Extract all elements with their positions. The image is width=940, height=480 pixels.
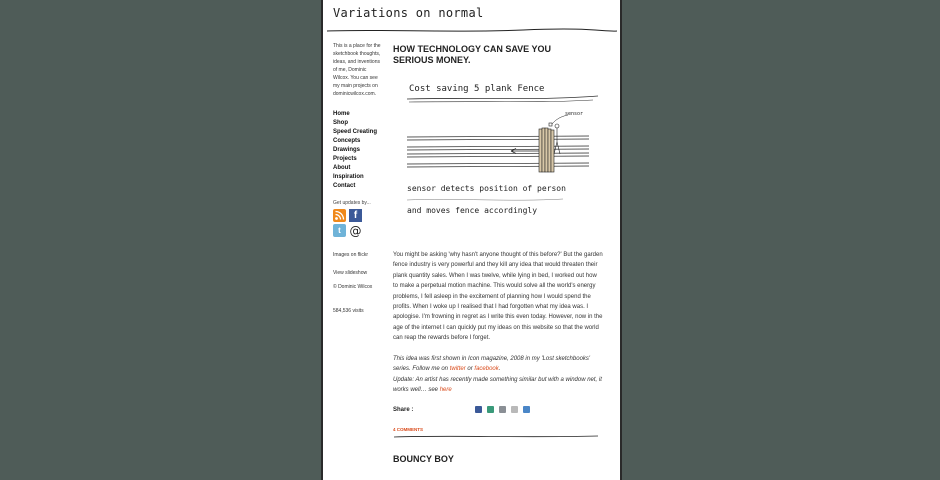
nav-contact[interactable]: Contact [333, 183, 356, 189]
sketch-heading: Cost saving 5 plank Fence [409, 84, 545, 94]
post-body: You might be asking 'why hasn't anyone thought of this before?' But the garden fence industry is very powerful and they kill any idea that would threaten their plank quantity sales. When I was twelve, while lying in bed, I worked out how to make a perpetual motion machine. This would solve all the world's energy problems, I fell asleep in the excitement of planning how I would spend the profits. When I woke up I realised that I had forgotten what my idea was. I apologise. I'm frowning in regret as I write this even today. However, now in the age of the internet I can quickly put my ideas on this website so that the world can reap the rewards before I forget. [393, 252, 603, 342]
sidebar-nav [333, 110, 381, 191]
twitter-icon[interactable]: t [333, 224, 346, 237]
nav-home[interactable]: Home [333, 111, 350, 117]
share-reddit-icon[interactable] [511, 406, 518, 413]
sketch-caption-line2: and moves fence accordingly [407, 206, 538, 215]
note-text: This idea was first shown in Icon magazine, 2008 in my 'Lost sketchbooks' series. Follow me on [393, 356, 591, 373]
post-note [393, 354, 603, 396]
social-row-1 [333, 209, 381, 222]
update-text: Update: An artist has recently made something similar but with a window net, it works well… see [393, 376, 602, 394]
here-link[interactable]: here [439, 387, 452, 394]
flickr-images-link[interactable]: Images on flickr [333, 252, 369, 258]
share-row [393, 406, 603, 413]
nav-drawings[interactable]: Drawings [333, 147, 361, 153]
updates-label: Get updates by... [333, 200, 371, 206]
visit-counter: 584,536 visits [333, 308, 364, 314]
share-email-icon[interactable] [523, 406, 530, 413]
post [393, 44, 608, 464]
email-at-icon[interactable]: @ [349, 223, 362, 238]
rss-icon[interactable] [333, 209, 346, 222]
facebook-icon[interactable]: f [349, 209, 362, 222]
page [321, 0, 622, 480]
blog-title[interactable]: Variations on normal [333, 6, 484, 20]
fence-drawing [393, 82, 603, 224]
title-underline [323, 28, 620, 34]
comments-underline [393, 434, 603, 439]
fence-sketch [393, 82, 603, 224]
share-icons [475, 406, 530, 413]
nav-inspiration[interactable]: Inspiration [333, 174, 364, 180]
nav-concepts[interactable]: Concepts [333, 138, 361, 144]
sidebar-intro: This is a place for the sketchbook thoughts, ideas, and inventions of me, Dominic Wilcox. You can see my main projects on dominicwilcox.com. [333, 43, 381, 97]
nav-about[interactable]: About [333, 165, 351, 171]
note-end: . [498, 366, 501, 373]
nav-shop[interactable]: Shop [333, 120, 348, 126]
share-facebook-icon[interactable] [475, 406, 482, 413]
share-stumble-icon[interactable] [487, 406, 494, 413]
sensor-label: sensor [565, 111, 584, 117]
note-or: or [467, 366, 473, 373]
facebook-link[interactable]: facebook [474, 366, 499, 373]
next-post-title[interactable]: BOUNCY BOY [393, 454, 454, 464]
share-digg-icon[interactable] [499, 406, 506, 413]
nav-speed-creating[interactable]: Speed Creating [333, 129, 378, 135]
nav-projects[interactable]: Projects [333, 156, 357, 162]
sidebar [333, 42, 381, 315]
social-row-2 [333, 224, 381, 237]
copyright: © Dominic Wilcox [333, 284, 373, 290]
sketch-caption-line1: sensor detects position of person [407, 184, 566, 193]
share-label: Share : [393, 406, 414, 413]
twitter-link[interactable]: twitter [449, 366, 466, 373]
post-title[interactable]: HOW TECHNOLOGY CAN SAVE YOU SERIOUS MONEY. [393, 44, 552, 65]
view-slideshow-link[interactable]: View slideshow [333, 270, 368, 276]
comments-link[interactable]: 4 COMMENTS [393, 427, 424, 432]
